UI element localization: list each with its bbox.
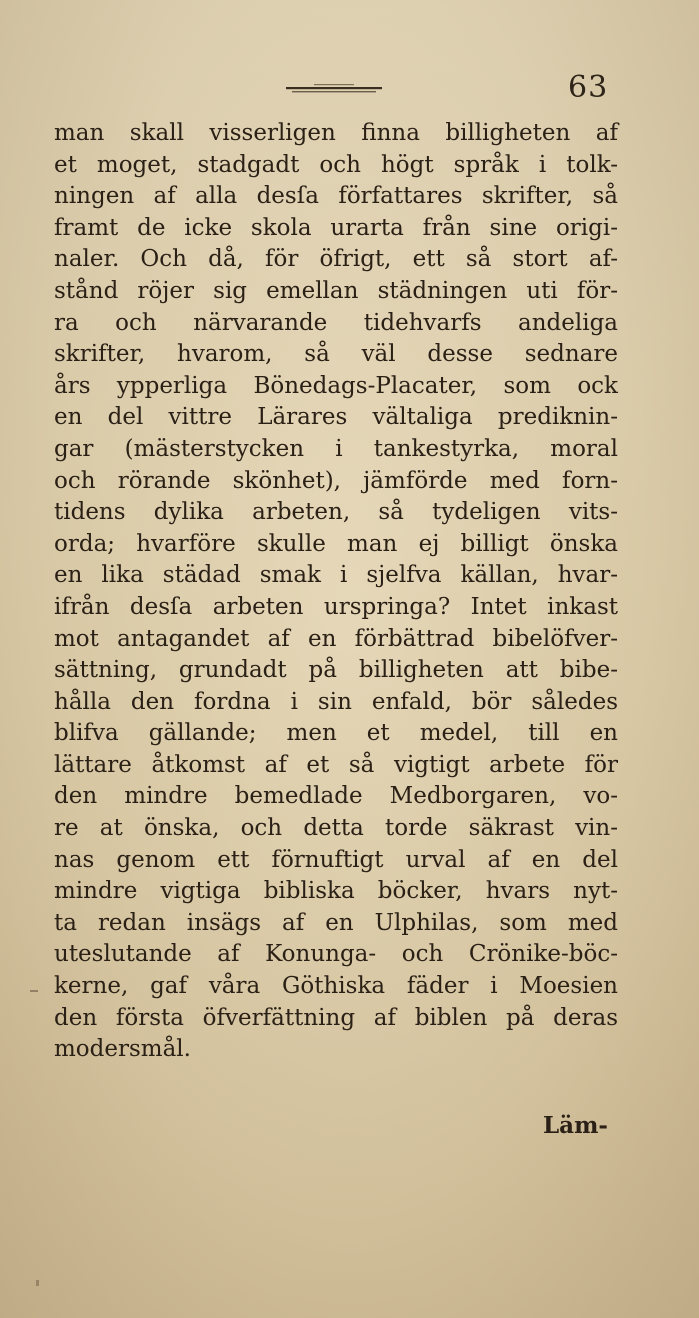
text-line: nas genom ett förnuftigt urval af en del [54, 846, 618, 873]
text-line: den första öfverfättning af biblen på deras [54, 1004, 618, 1031]
text-line: naler. Och då, för öfrigt, ett så stort af- [54, 246, 618, 273]
margin-mark [30, 990, 38, 992]
margin-mark [36, 1280, 39, 1286]
text-line: kerne, gaf våra Göthiska fäder i Moesien [54, 973, 618, 1000]
body-text [54, 118, 618, 1066]
text-line: mindre vigtiga bibliska böcker, hvars nyt- [54, 878, 618, 905]
catchword: Läm- [543, 1112, 608, 1139]
text-line: en lika städad smak i sjelfva källan, hvar- [54, 562, 618, 589]
text-line: orda; hvarföre skulle man ej billigt önska [54, 530, 618, 557]
text-line: ra och närvarande tidehvarfs andeliga [54, 309, 618, 336]
text-line: års ypperliga Bönedags-Placater, som ock [54, 372, 618, 399]
header-ornament [284, 82, 384, 96]
text-line: tidens dylika arbeten, så tydeligen vits- [54, 499, 618, 526]
text-line: mot antagandet af en förbättrad bibelöfver- [54, 625, 618, 652]
text-line: stånd röjer sig emellan städningen uti för- [54, 277, 618, 304]
text-line: ifrån desſa arbeten urspringa? Intet inkast [54, 593, 618, 620]
text-line: uteslutande af Konunga- och Crönike-böc- [54, 941, 618, 968]
text-line: ningen af alla desſa författares skrifter, så [54, 183, 618, 210]
text-line: den mindre bemedlade Medborgaren, vo- [54, 783, 618, 810]
text-line: lättare åtkomst af et så vigtigt arbete för [54, 751, 618, 778]
text-line: hålla den fordna i sin enfald, bör således [54, 688, 618, 715]
text-line: skrifter, hvarom, så väl desse sednare [54, 341, 618, 368]
text-line: modersmål. [54, 1036, 191, 1063]
text-line: och rörande skönhet), jämförde med forn- [54, 467, 618, 494]
text-line: sättning, grundadt på billigheten att bibe- [54, 657, 618, 684]
page-number: 63 [568, 70, 609, 105]
text-line: re at önska, och detta torde säkrast vin- [54, 815, 618, 842]
text-line: et moget, stadgadt och högt språk i tolk- [54, 151, 618, 178]
text-line: ta redan insägs af en Ulphilas, som med [54, 909, 618, 936]
text-line: en del vittre Lärares vältaliga prediknin- [54, 404, 618, 431]
text-line: gar (mästerstycken i tankestyrka, moral [54, 435, 618, 462]
text-line: framt de icke skola urarta från sine origi- [54, 214, 618, 241]
text-line: man skall visserligen finna billigheten af [54, 120, 618, 146]
text-line: blifva gällande; men et medel, till en [54, 720, 618, 747]
